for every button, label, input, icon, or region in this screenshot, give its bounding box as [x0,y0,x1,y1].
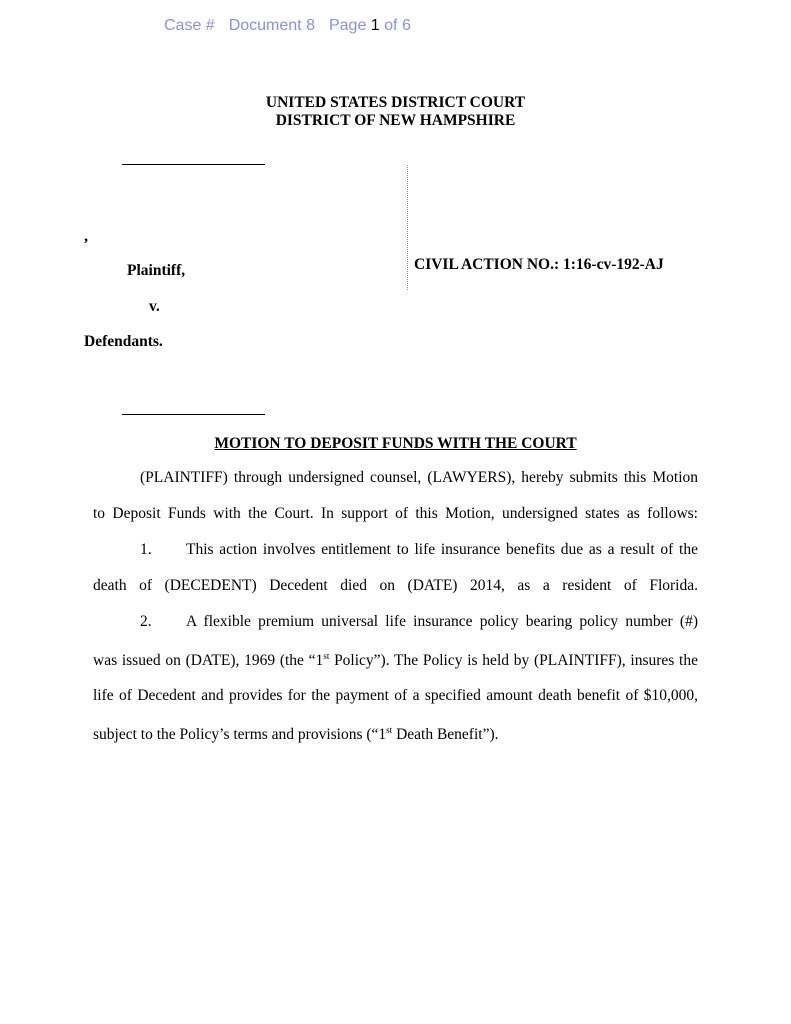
motion-title: MOTION TO DEPOSIT FUNDS WITH THE COURT [214,435,577,452]
p2-line2-superscript: st [323,650,330,661]
p2-line4-superscript: st [386,724,393,735]
court-name: UNITED STATES DISTRICT COURT [265,94,526,111]
paragraph-1-line-1: This action involves entitlement to life insurance benefits due as a result of the [186,541,698,558]
plaintiff-name-placeholder: , [84,228,88,245]
page-number: 1 [370,17,380,34]
paragraph-2-line-2 [93,652,698,670]
caption-rule-bottom [122,414,265,415]
page-header [164,17,411,35]
page-label: Page [328,17,367,34]
paragraph-2-line-1: A flexible premium universal life insurance policy bearing policy number (#) [186,613,698,630]
p2-line4-end: Death Benefit”). [392,726,499,743]
p2-line2-end: Policy”). The Policy is held by (PLAINTIFF), insures the [329,652,698,669]
intro-line-2: to Deposit Funds with the Court. In support of this Motion, undersigned states as follows: [93,505,698,522]
page-total: of 6 [384,17,411,34]
plaintiff-label: Plaintiff, [127,262,186,279]
p2-line2-start: was issued on (DATE), 1969 (the “1 [93,652,324,669]
defendants-label: Defendants. [84,333,163,350]
caption-rule-top [122,164,265,165]
versus-label: v. [149,298,160,315]
case-label: Case # [164,17,215,34]
p2-line4-start: subject to the Policy’s terms and provisions (“1 [93,726,387,743]
document-label: Document 8 [228,17,315,34]
paragraph-1-line-2: death of (DECEDENT) Decedent died on (DATE) 2014, as a resident of Florida. [93,577,698,594]
paragraph-2-line-3: life of Decedent and provides for the payment of a specified amount death benefit of $10,000, [93,687,698,704]
intro-line-1: (PLAINTIFF) through undersigned counsel, (LAWYERS), hereby submits this Motion [140,469,698,486]
paragraph-2-number: 2. [140,613,152,630]
paragraph-1-number: 1. [140,541,152,558]
caption-divider [407,165,408,290]
court-district: DISTRICT OF NEW HAMPSHIRE [275,112,516,129]
paragraph-2-line-4 [93,726,499,744]
civil-action-number: CIVIL ACTION NO.: 1:16-cv-192-AJ [414,256,664,273]
